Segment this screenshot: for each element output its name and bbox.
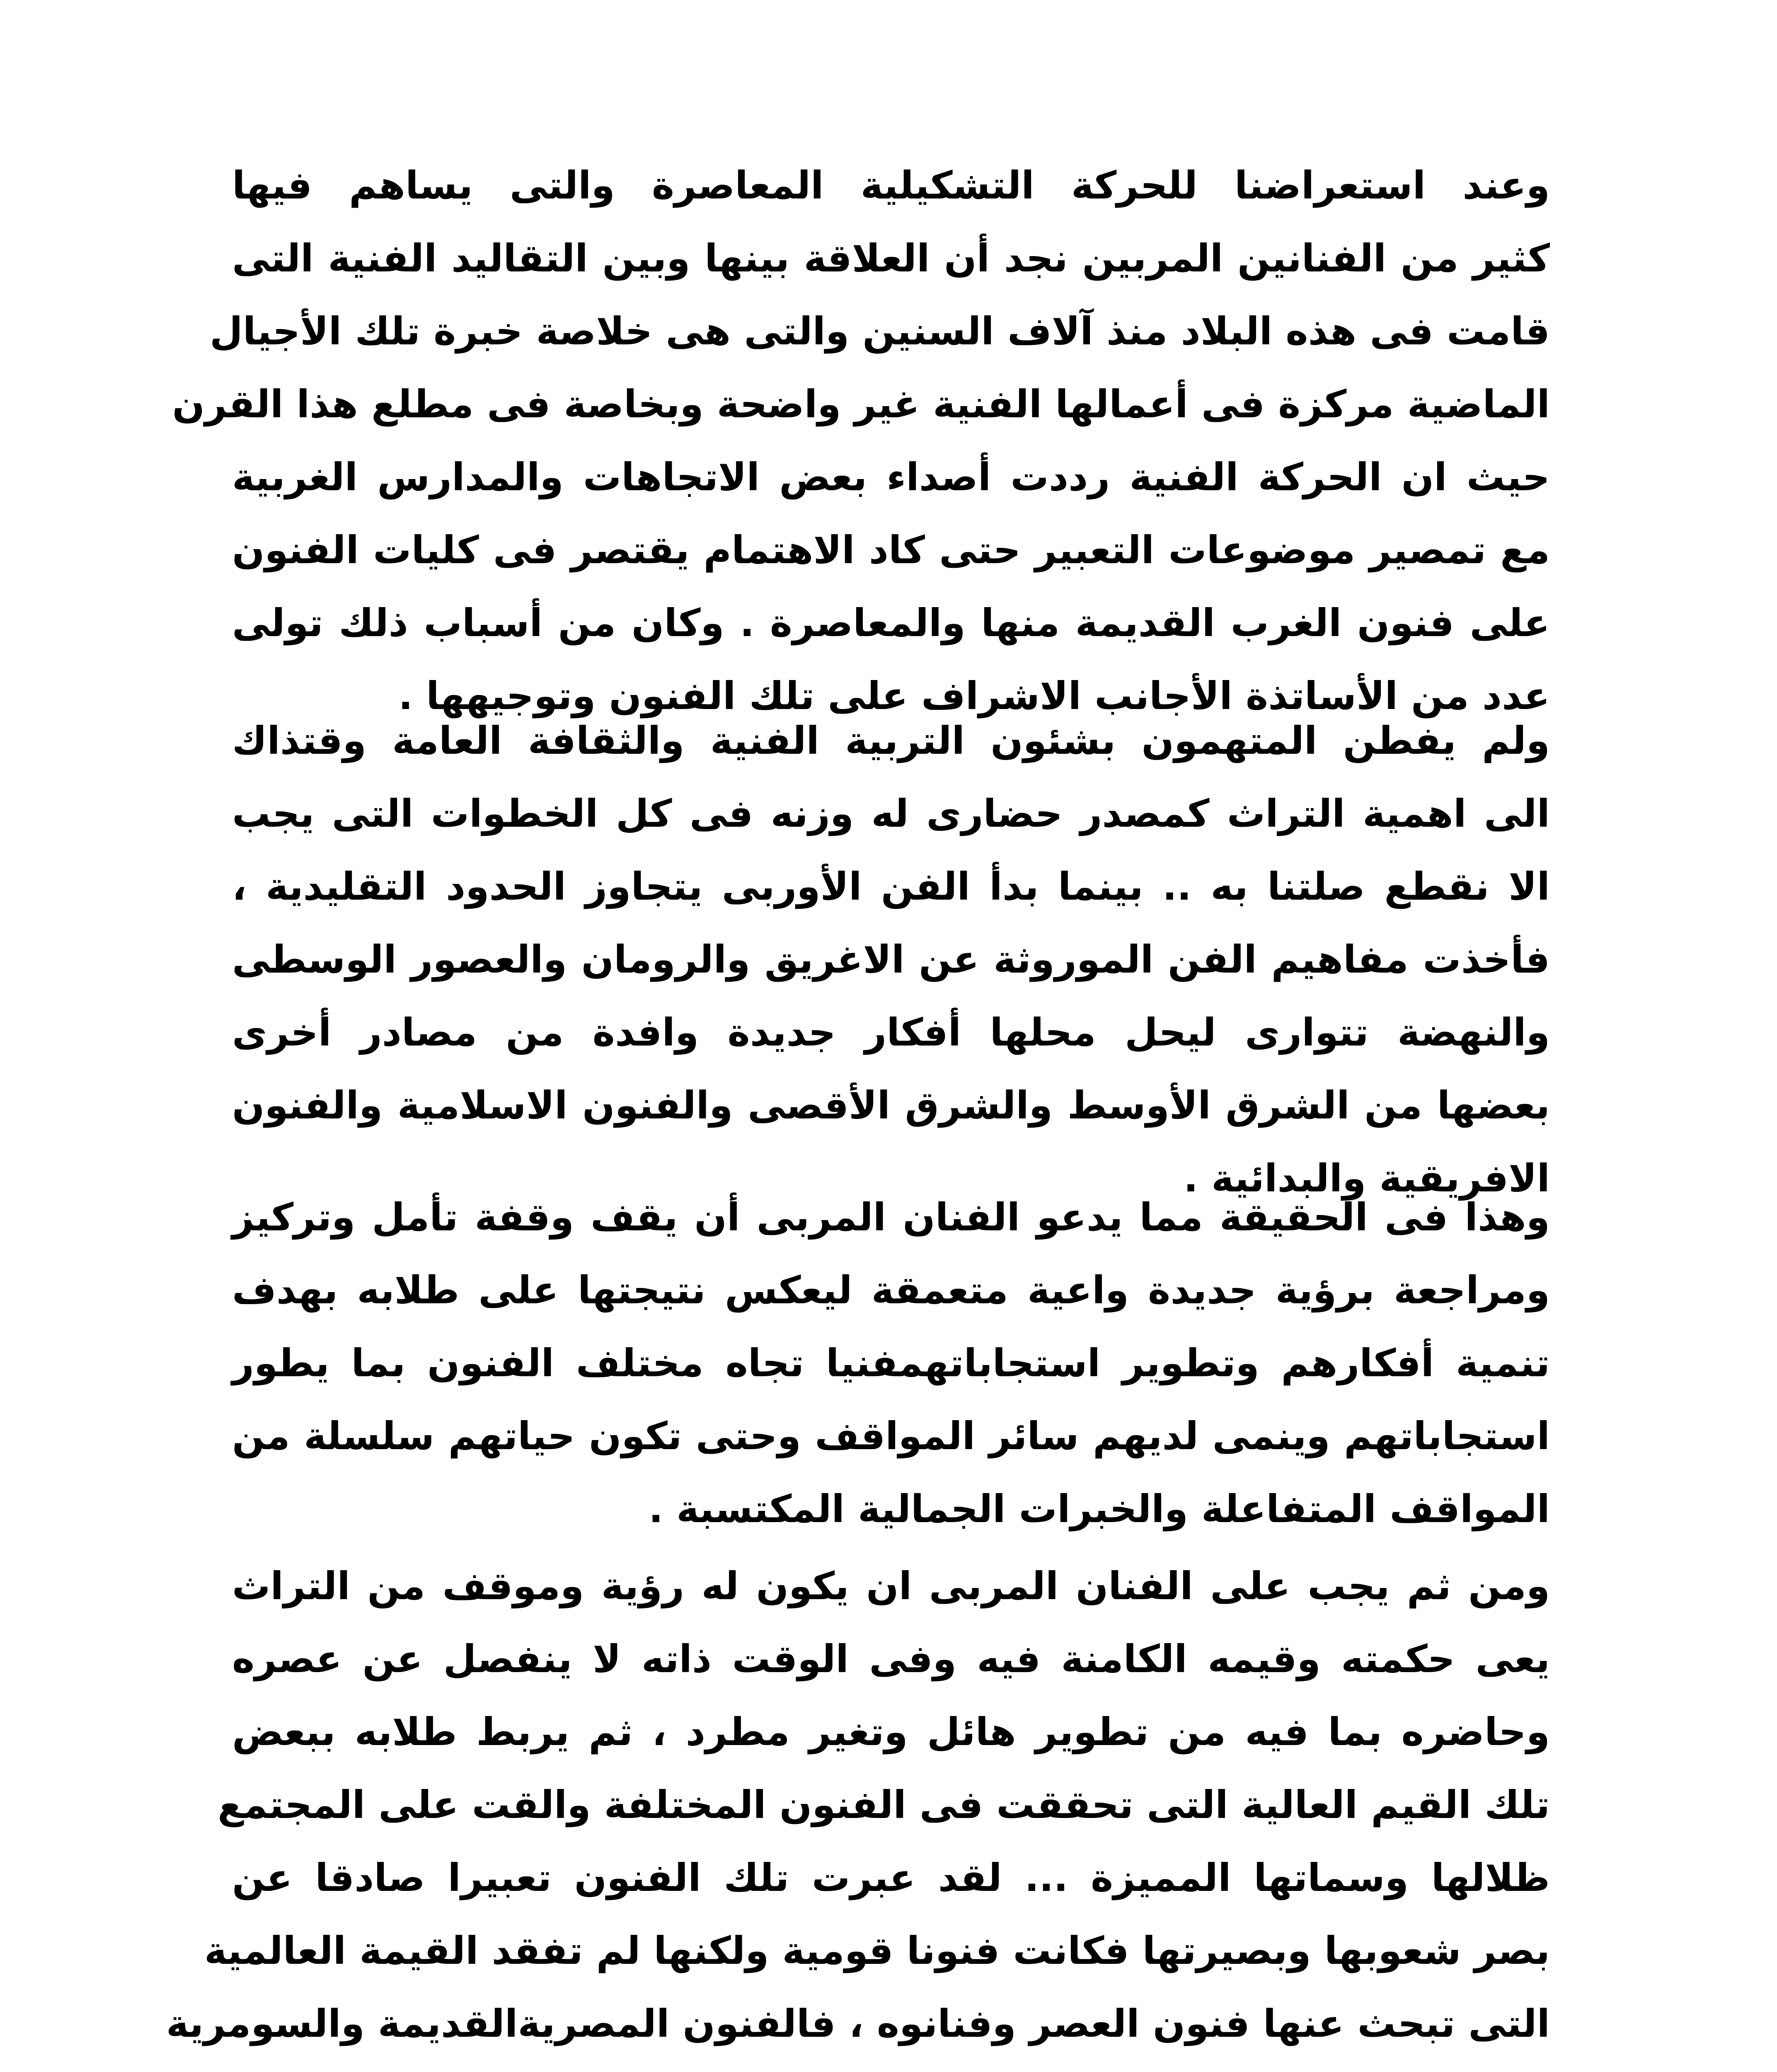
text-line: ومراجعة برؤية جديدة واعية متعمقة ليعكس نتيجتها على طلابه بهدف [232, 1268, 1550, 1312]
text-line: والنهضة تتوارى ليحل محلها أفكار جديدة وافدة من مصادر أخرى [232, 1010, 1550, 1055]
text-line: حيث ان الحركة الفنية رددت أصداء بعض الاتجاهات والمدارس الغربية [232, 455, 1550, 499]
text-line: الماضية مركزة فى أعمالها الفنية غير واضحة وبخاصة فى مطلع هذا القرن [172, 382, 1550, 426]
text-line: فأخذت مفاهيم الفن الموروثة عن الاغريق والرومان والعصور الوسطى [232, 937, 1550, 982]
text-line: بصر شعوبها وبصيرتها فكانت فنونا قومية ولكنها لم تفقد القيمة العالمية [204, 1929, 1550, 1973]
text-line: قامت فى هذه البلاد منذ آلاف السنين والتى هى خلاصة خبرة تلك الأجيال [210, 309, 1550, 353]
text-line: الى اهمية التراث كمصدر حضارى له وزنه فى كل الخطوات التى يجب [232, 792, 1550, 836]
text-line: ولم يفطن المتهمون بشئون التربية الفنية والثقافة العامة وقتذاك [232, 719, 1550, 763]
paragraph-3 [232, 1181, 1550, 1546]
text-line: كثير من الفنانين المربين نجد أن العلاقة بينها وبين التقاليد الفنية التى [232, 236, 1550, 281]
paragraph-4 [166, 1550, 1550, 2072]
text-line: على فنون الغرب القديمة منها والمعاصرة . وكان من أسباب ذلك تولى [232, 601, 1550, 645]
text-line: عدد من الأساتذة الأجانب الاشراف على تلك الفنون وتوجيهها . [398, 674, 1550, 718]
text-line: الافريقية والبدائية . [1183, 1156, 1550, 1201]
text-line [232, 2060, 1550, 2072]
text-line: تلك القيم العالية التى تحققت فى الفنون المختلفة والقت على المجتمع [218, 1783, 1550, 1827]
text-line: ظلالها وسماتها المميزة ... لقد عبرت تلك الفنون تعبيرا صادقا عن [232, 1856, 1550, 1900]
text-line: يعى حكمته وقيمه الكامنة فيه وفى الوقت ذاته لا ينفصل عن عصره [232, 1637, 1550, 1681]
text-line: تنمية أفكارهم وتطوير استجاباتهمفنيا تجاه مختلف الفنون بما يطور [232, 1341, 1550, 1385]
text-line: بعضها من الشرق الأوسط والشرق الأقصى والفنون الاسلامية والفنون [232, 1083, 1550, 1128]
text-line: الا نقطع صلتنا به .. بينما بدأ الفن الأوربى يتجاوز الحدود التقليدية ، [232, 864, 1550, 909]
text-line: المواقف المتفاعلة والخبرات الجمالية المكتسبة . [649, 1487, 1550, 1531]
text-line: وعند استعراضنا للحركة التشكيلية المعاصرة والتى يساهم فيها [232, 163, 1550, 208]
text-line: التى تبحث عنها فنون العصر وفنانوه ، فالفنون المصريةالقديمة والسومرية [166, 2002, 1550, 2046]
paragraph-1 [172, 149, 1550, 733]
text-line: ومن ثم يجب على الفنان المربى ان يكون له رؤية وموقف من التراث [232, 1564, 1550, 1608]
text-line: مع تمصير موضوعات التعبير حتى كاد الاهتمام يقتصر فى كليات الفنون [232, 528, 1550, 572]
text-line: وهذا فى الحقيقة مما يدعو الفنان المربى أن يقف وقفة تأمل وتركيز [232, 1195, 1550, 1239]
text-line: وحاضره بما فيه من تطوير هائل وتغير مطرد ، ثم يربط طلابه ببعض [232, 1710, 1550, 1754]
paragraph-2 [232, 704, 1550, 1215]
text-line: استجاباتهم وينمى لديهم سائر المواقف وحتى تكون حياتهم سلسلة من [232, 1414, 1550, 1458]
